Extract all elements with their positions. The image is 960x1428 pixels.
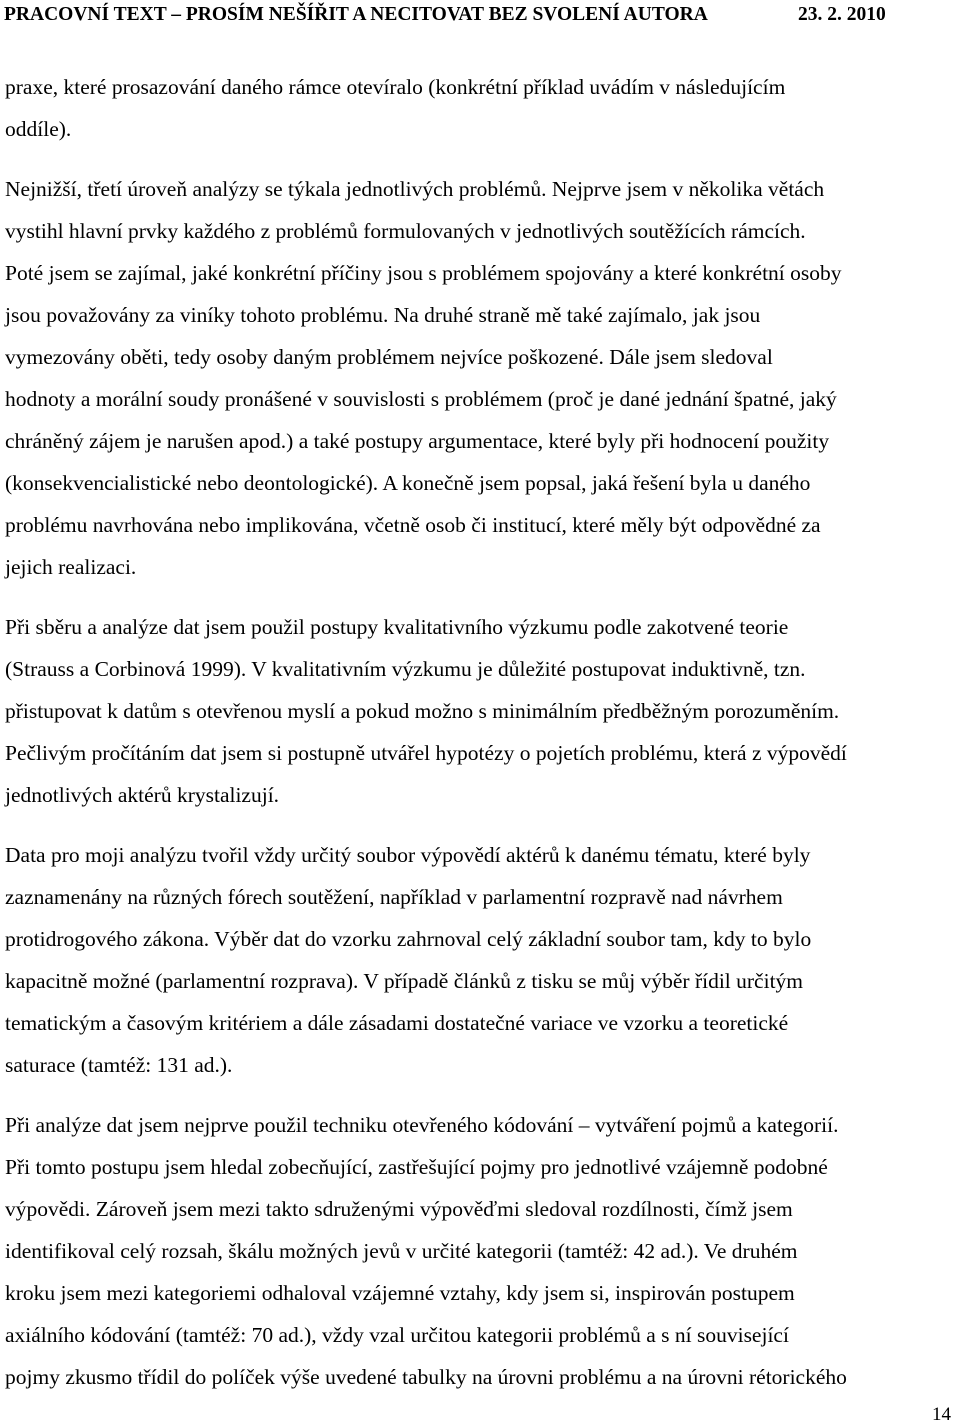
text-line: zaznamenány na různých fórech soutěžení, například v parlamentní rozpravě nad návrhem — [5, 885, 783, 909]
text-line: Data pro moji analýzu tvořil vždy určitý soubor výpovědí aktérů k danému tématu, které byly — [5, 843, 811, 867]
page-number: 14 — [932, 1404, 951, 1425]
text-line: přistupovat k datům s otevřenou myslí a pokud možno s minimálním předběžným porozuměním. — [5, 699, 840, 723]
text-line: Nejnižší, třetí úroveň analýzy se týkala jednotlivých problémů. Nejprve jsem v několika větách — [5, 177, 825, 201]
text-line: hodnoty a morální soudy pronášené v souvislosti s problémem (proč je dané jednání špatné, jaký — [5, 387, 837, 411]
text-line: oddíle). — [5, 117, 72, 141]
text-line: vystihl hlavní prvky každého z problémů formulovaných v jednotlivých soutěžících rámcích. — [5, 219, 806, 243]
text-line: vymezovány oběti, tedy osoby daným problémem nejvíce poškozené. Dále jsem sledoval — [5, 345, 773, 369]
paragraph — [5, 168, 957, 588]
text-line: jejich realizaci. — [5, 555, 137, 579]
text-line: jednotlivých aktérů krystalizují. — [5, 783, 280, 807]
text-line: kroku jsem mezi kategoriemi odhaloval vzájemné vztahy, kdy jsem si, inspirován postupem — [5, 1281, 795, 1305]
paragraph — [5, 1104, 957, 1398]
text-line: tematickým a časovým kritériem a dále zásadami dostatečné variace ve vzorku a teoretické — [5, 1011, 789, 1035]
text-line: (konsekvencialistické nebo deontologické). A konečně jsem popsal, jaká řešení byla u daného — [5, 471, 811, 495]
text-line: problému navrhována nebo implikována, včetně osob či institucí, které měly být odpovědné za — [5, 513, 821, 537]
text-line: axiálního kódování (tamtéž: 70 ad.), vždy vzal určitou kategorii problémů a s ní související — [5, 1323, 789, 1347]
text-line: chráněný zájem je narušen apod.) a také postupy argumentace, které byly při hodnocení použity — [5, 429, 830, 453]
paragraph — [5, 66, 957, 150]
header-date: 23. 2. 2010 — [798, 4, 886, 25]
text-line: jsou považovány za viníky tohoto problému. Na druhé straně mě také zajímalo, jak jsou — [5, 303, 761, 327]
text-line: kapacitně možné (parlamentní rozprava). V případě článků z tisku se můj výběr řídil určitým — [5, 969, 804, 993]
text-line: protidrogového zákona. Výběr dat do vzorku zahrnoval celý základní soubor tam, kdy to bylo — [5, 927, 812, 951]
text-line: Při analýze dat jsem nejprve použil techniku otevřeného kódování – vytváření pojmů a kategorií. — [5, 1113, 839, 1137]
text-line: Při sběru a analýze dat jsem použil postupy kvalitativního výzkumu podle zakotvené teorie — [5, 615, 789, 639]
text-line: praxe, které prosazování daného rámce otevíralo (konkrétní příklad uvádím v následujícím — [5, 75, 786, 99]
text-line: Pečlivým pročítáním dat jsem si postupně utvářel hypotézy o pojetích problému, která z výpovědí — [5, 741, 847, 765]
text-line: Poté jsem se zajímal, jaké konkrétní příčiny jsou s problémem spojovány a které konkrétní osoby — [5, 261, 842, 285]
text-line: pojmy zkusmo třídil do políček výše uvedené tabulky na úrovni problému a na úrovni rétorického — [5, 1365, 847, 1389]
text-line: identifikoval celý rozsah, škálu možných jevů v určité kategorii (tamtéž: 42 ad.). Ve druhém — [5, 1239, 798, 1263]
text-line: (Strauss a Corbinová 1999). V kvalitativním výzkumu je důležité postupovat induktivně, tzn. — [5, 657, 806, 681]
text-line: Při tomto postupu jsem hledal zobecňující, zastřešující pojmy pro jednotlivé vzájemně podobné — [5, 1155, 828, 1179]
paragraph — [5, 834, 957, 1086]
text-line: saturace (tamtéž: 131 ad.). — [5, 1053, 233, 1077]
paragraph — [5, 606, 957, 816]
body-text — [5, 66, 957, 1398]
text-line: výpovědi. Zároveň jsem mezi takto sdruženými výpověďmi sledoval rozdílnosti, čímž jsem — [5, 1197, 793, 1221]
header-title: PRACOVNÍ TEXT – PROSÍM NEŠÍŘIT A NECITOVAT BEZ SVOLENÍ AUTORA — [4, 4, 708, 25]
